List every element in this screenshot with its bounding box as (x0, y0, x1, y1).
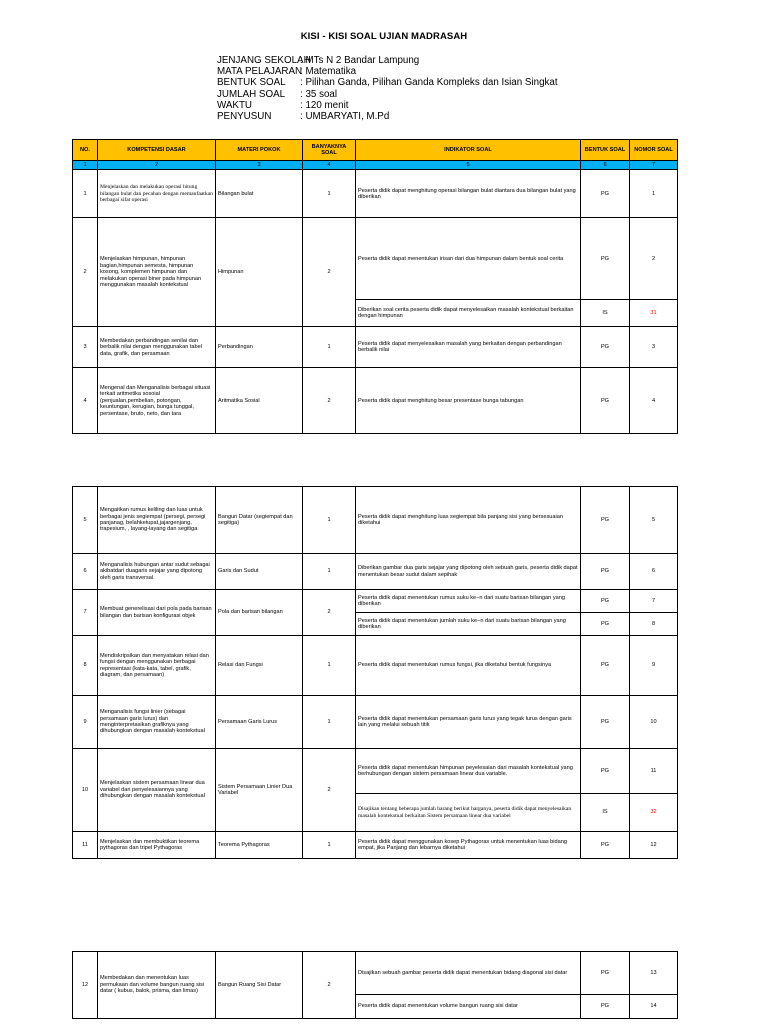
info-value: : MTs N 2 Bandar Lampung (300, 55, 420, 66)
row-number: 6 (73, 554, 98, 590)
bentuk-cell: PG (581, 995, 630, 1019)
indikator-cell: Peserta didik dapat menentukan rumus fungsi, jika diketahui bentuk fungsinya (356, 636, 581, 696)
index-cell: 5 (356, 161, 581, 170)
nomor-cell: 4 (630, 368, 678, 434)
info-mapel (217, 66, 558, 77)
nomor-cell: 13 (630, 952, 678, 995)
nomor-cell: 14 (630, 995, 678, 1019)
nomor-cell: 11 (630, 749, 678, 794)
info-value: : 35 soal (300, 88, 338, 100)
nomor-cell: 6 (630, 554, 678, 590)
bentuk-cell: PG (581, 696, 630, 749)
info-bentuk (217, 77, 558, 88)
info-value: : Pilihan Ganda, Pilihan Ganda Kompleks dan Isian Singkat (300, 77, 558, 89)
materi-cell: Sistem Persamaan Linier Dua Variabel (216, 749, 303, 832)
info-label: WAKTU (217, 99, 253, 111)
table-header-row (73, 140, 678, 161)
materi-cell: Bilangan bulat (216, 170, 303, 218)
row-number: 10 (73, 749, 98, 832)
nomor-cell: 1 (630, 170, 678, 218)
nomor-cell: 7 (630, 590, 678, 613)
kompetensi-cell: Mengenal dan Menganalisis berbagai situasi terkait aritmetika sosoial (penjualan,pembelian, potongan, keuntungan, kerugian, bunga tunggal, persentase, bruto, neto, dan tara (98, 368, 216, 434)
kompetensi-cell: Membuat generelisasi dari pola pada barisan bilangan dan barisan konfigurasi objek (98, 590, 216, 636)
bentuk-cell: PG (581, 368, 630, 434)
table-row (73, 696, 678, 749)
row-number: 8 (73, 636, 98, 696)
table-row (73, 749, 678, 794)
header-banyaknya: BANYAKNYA SOAL (303, 140, 356, 161)
indikator-cell: Peserta didik dapat menggunakan kosep Pythagoras untuk menentukan luas bidang empat, jika Panjang dan lebarnya diketahui (356, 832, 581, 859)
row-number: 4 (73, 368, 98, 434)
index-cell: 1 (73, 161, 98, 170)
indikator-cell: Peserta didik dapat menentukan persamaan garis lurus yang tegak lurus dengan garis lain yang melalui sebuah titik (356, 696, 581, 749)
kompetensi-cell: Menganalisis fungsi linier (sebagai persamaan garis lurus) dan menginterpretasikan grafiknya yang dihubungkan dengan masalah kontekstual (98, 696, 216, 749)
table-row (73, 590, 678, 613)
count-cell: 2 (303, 590, 356, 636)
nomor-cell: 32 (630, 794, 678, 832)
indikator-cell: Peserta didik dapat menyelesaikan masalah yang berkaitan dengan perbandingan berbalik nilai (356, 327, 581, 368)
row-number: 11 (73, 832, 98, 859)
index-cell: 3 (216, 161, 303, 170)
bentuk-cell: IS (581, 794, 630, 832)
info-penyusun (217, 111, 558, 122)
header-no: NO. (73, 140, 98, 161)
indikator-cell: Peserta didik dapat menentukan himpunan peyelesaian dari masalah kontekstual yang berhubungan dengan sistem persamaan linear dua variable. (356, 749, 581, 794)
info-label: PENYUSUN (217, 111, 272, 123)
count-cell: 1 (303, 327, 356, 368)
index-cell: 6 (581, 161, 630, 170)
count-cell: 2 (303, 368, 356, 434)
kompetensi-cell: Mengaitkan rumus keliling dan luas untuk berbagai jenis segiempat (persegi, persegi panjanag, belahketupat,jajargenjang, trapesium, , layang-layang dan segitiga (98, 487, 216, 554)
bentuk-cell: PG (581, 327, 630, 368)
bentuk-cell: PG (581, 487, 630, 554)
indikator-cell: Disajikan sebuah gambar peserta didik dapat menentukan bidang diagonal sisi datar (356, 952, 581, 995)
index-cell: 4 (303, 161, 356, 170)
info-label: JENJANG SEKOLAH (217, 55, 311, 66)
nomor-cell: 5 (630, 487, 678, 554)
bentuk-cell: PG (581, 218, 630, 300)
count-cell: 2 (303, 218, 356, 327)
count-cell: 1 (303, 636, 356, 696)
nomor-cell: 3 (630, 327, 678, 368)
header-kompetensi: KOMPETENSI DASAR (98, 140, 216, 161)
materi-cell: Pola dan barisan bilangan (216, 590, 303, 636)
exam-info (217, 55, 558, 122)
row-number: 9 (73, 696, 98, 749)
indikator-cell: Disajikan tentang beberapa jumlah barang berikut harganya, peserta didik dapat menyelesaikan masalah kontekstual berkaitan Sistem persamaan linear dua variabel (356, 794, 581, 832)
kompetensi-cell: Menjelaskan himpunan, himpunan bagian,himpunan semesta, himpunan kosong, komplemen himpunan dan melakukan operasi biner pada himpunan menggunakan masalah kontekstual (98, 218, 216, 327)
table-row (73, 636, 678, 696)
index-cell: 2 (98, 161, 216, 170)
indikator-cell: Peserta didik dapat menentukan rumus suku ke−n dari suatu barisan bilangan yang diberikan (356, 590, 581, 613)
indikator-cell: Peserta didik dapat menghitung operasi bilangan bulat diantara dua bilangan bulat yang diberikan (356, 170, 581, 218)
indikator-cell: Peserta didik dapat menentukan irisan dari dua himpunan dalam bentuk soal cerita (356, 218, 581, 300)
info-waktu (217, 100, 558, 111)
materi-cell: Garis dan Sudut (216, 554, 303, 590)
materi-cell: Bangun Ruang Sisi Datar (216, 952, 303, 1019)
index-cell: 7 (630, 161, 678, 170)
materi-cell: Persamaan Garis Lurus (216, 696, 303, 749)
table-row (73, 368, 678, 434)
table-row (73, 487, 678, 554)
indikator-cell: Diberikan soal cerita peserta didik dapat menyelesaikan masalah kontekstual berkaitan dengan himpunan (356, 300, 581, 327)
info-value: : UMBARYATI, M.Pd (300, 111, 390, 123)
info-label: JUMLAH SOAL (217, 88, 286, 100)
row-number: 3 (73, 327, 98, 368)
info-jumlah (217, 89, 558, 100)
materi-cell: Perbandingan (216, 327, 303, 368)
bentuk-cell: PG (581, 636, 630, 696)
table-row (73, 832, 678, 859)
indikator-cell: Peserta didik dapat menentukan jumlah suku ke−n dari suatu barisan bilangan yang diberikan (356, 613, 581, 636)
kompetensi-cell: Menjelaskan dan melakukan operasi hitung bilangan bulat dan pecahan dengan memanfaatkan berbagai sifat operasi (98, 170, 216, 218)
kisi-table-page-2 (72, 486, 677, 859)
nomor-cell: 31 (630, 300, 678, 327)
column-index-row (73, 161, 678, 170)
info-label: BENTUK SOAL (217, 77, 286, 89)
row-number: 5 (73, 487, 98, 554)
nomor-cell: 12 (630, 832, 678, 859)
bentuk-cell: PG (581, 170, 630, 218)
nomor-cell: 8 (630, 613, 678, 636)
bentuk-cell: PG (581, 832, 630, 859)
kisi-table-page-1 (72, 139, 677, 434)
header-indikator: INDIKATOR SOAL (356, 140, 581, 161)
materi-cell: Relasi dan Fungsi (216, 636, 303, 696)
info-value: : 120 menit (300, 99, 349, 111)
indikator-cell: Diberikan gambar dua garis sejajar yang dipotong oleh sebuah garis, peserta didik dapat menentukan besar sudut dalam sepihak (356, 554, 581, 590)
bentuk-cell: PG (581, 590, 630, 613)
header-nomor: NOMOR SOAL (630, 140, 678, 161)
bentuk-cell: PG (581, 554, 630, 590)
materi-cell: Bangun Datar (segiempat dan segitiga) (216, 487, 303, 554)
row-number: 1 (73, 170, 98, 218)
header-materi: MATERI POKOK (216, 140, 303, 161)
nomor-cell: 2 (630, 218, 678, 300)
indikator-cell: Peserta didik dapat menentukan volume bangun ruang sisi datar (356, 995, 581, 1019)
materi-cell: Aritmatika Sosial (216, 368, 303, 434)
table-row (73, 170, 678, 218)
info-value: : Matematika (300, 66, 357, 78)
table-row (73, 327, 678, 368)
info-jenjang (217, 55, 558, 66)
materi-cell: Himpunan (216, 218, 303, 327)
kompetensi-cell: Membedakan perbandingan senilai dan berbalik nilai dengan menggunakan tabel data, grafik, dan persamaan (98, 327, 216, 368)
header-bentuk: BENTUK SOAL (581, 140, 630, 161)
table-row (73, 554, 678, 590)
bentuk-cell: PG (581, 952, 630, 995)
bentuk-cell: PG (581, 749, 630, 794)
count-cell: 1 (303, 487, 356, 554)
table-row (73, 218, 678, 300)
document-title: KISI - KISI SOAL UJIAN MADRASAH (300, 31, 468, 42)
row-number: 12 (73, 952, 98, 1019)
count-cell: 1 (303, 170, 356, 218)
kompetensi-cell: Membedakan dan menentukan luas permukaan dan volume bangun ruang sisi datar ( kubus, balok, prisma, dan limas) (98, 952, 216, 1019)
count-cell: 2 (303, 749, 356, 832)
count-cell: 1 (303, 696, 356, 749)
indikator-cell: Peserta didik dapat menghitung luas segiempat bila panjang sisi yang bersesuaian diketahui (356, 487, 581, 554)
materi-cell: Teorema Pythagoras (216, 832, 303, 859)
bentuk-cell: PG (581, 613, 630, 636)
count-cell: 2 (303, 952, 356, 1019)
row-number: 2 (73, 218, 98, 327)
indikator-cell: Peserta didik dapat menghitung besar presentase bunga tabungan (356, 368, 581, 434)
nomor-cell: 9 (630, 636, 678, 696)
bentuk-cell: IS (581, 300, 630, 327)
kompetensi-cell: Menganalisis hubungan antar sudut sebagai akibatdari duagaris sejajar yang dipotong oleh garis transversal. (98, 554, 216, 590)
kompetensi-cell: Menjelaskan sistem persamaan linear dua variabel dan penyelesaiannya yang dihubungkan dengan masalah kontekstual (98, 749, 216, 832)
kisi-table-page-3 (72, 951, 677, 1019)
kompetensi-cell: Menjelaskan dan membuktikan teorema pythagoras dan tripel Pythagoras (98, 832, 216, 859)
kompetensi-cell: Mendiskripsikan dan menyatakan relasi dan fungsi dengan menggunakan berbagai representasi (kata-kata, tabel, grafik, diagram, dan persamaan) (98, 636, 216, 696)
table-row (73, 952, 678, 995)
info-label: MATA PELAJARAN (217, 66, 303, 78)
row-number: 7 (73, 590, 98, 636)
nomor-cell: 10 (630, 696, 678, 749)
count-cell: 1 (303, 554, 356, 590)
count-cell: 1 (303, 832, 356, 859)
